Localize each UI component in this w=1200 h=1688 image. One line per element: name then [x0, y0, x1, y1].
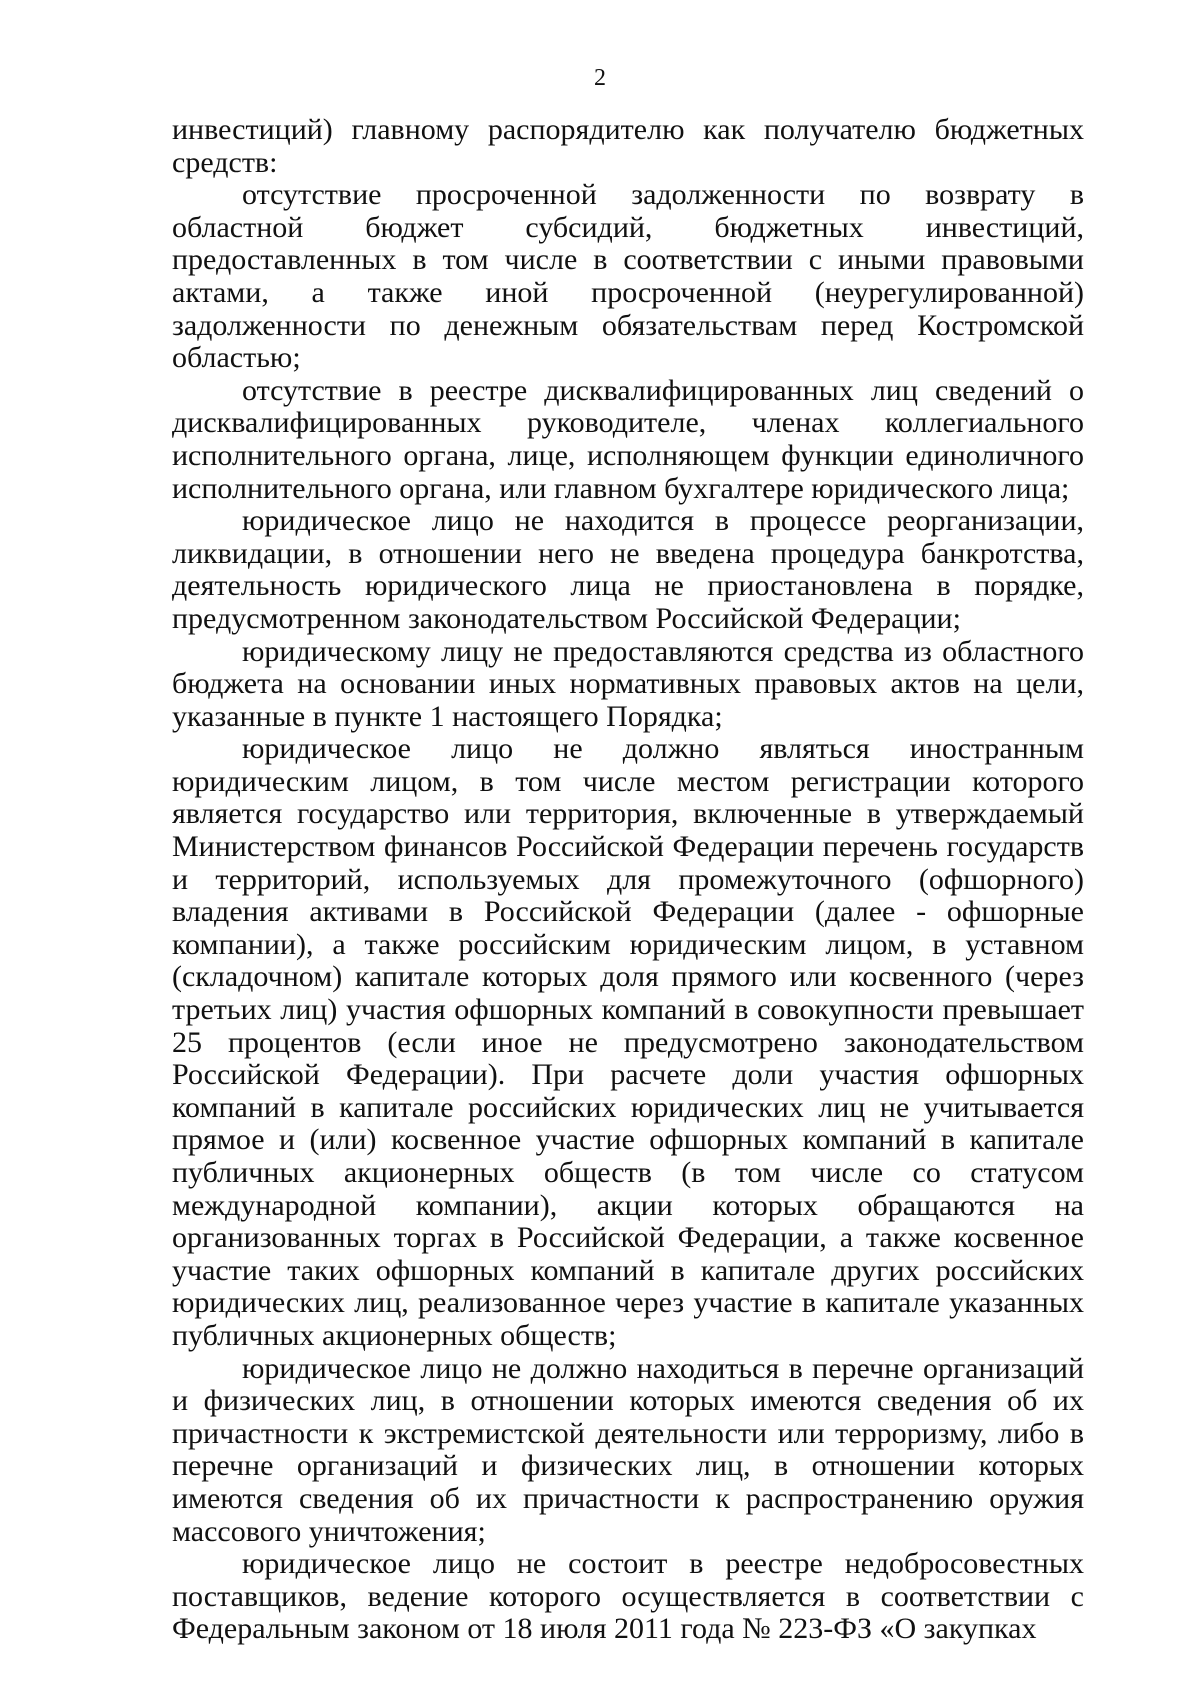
paragraph-continuation: инвестиций) главному распорядителю как получателю бюджетных средств:	[172, 113, 1084, 179]
paragraph-no-other-funds: юридическому лицу не предоставляются средства из областного бюджета на основании иных нормативных правовых актов на цели, указанные в пункте 1 настоящего Порядка;	[172, 634, 1084, 733]
paragraph-no-reorganization: юридическое лицо не находится в процессе реорганизации, ликвидации, в отношении него не введена процедура банкротства, деятельность юридического лица не приостановлена в порядке, предусмотренном законодательством Российской Федерации;	[172, 504, 1084, 635]
document-body	[172, 114, 1084, 1646]
paragraph-disqualified-persons: отсутствие в реестре дисквалифицированных лиц сведений о дисквалифицированных руководителе, членах коллегиального исполнительного органа, лице, исполняющем функции единоличного исполнительного органа, или главном бухгалтере юридического лица;	[172, 373, 1084, 505]
paragraph-unfair-suppliers: юридическое лицо не состоит в реестре недобросовестных поставщиков, ведение которого осуществляется в соответствии с Федеральным законом от 18 июля 2011 года № 223-ФЗ «О закупках	[172, 1547, 1084, 1646]
paragraph-no-overdue-debt: отсутствие просроченной задолженности по возврату в областной бюджет субсидий, бюджетных инвестиций, предоставленных в том числе в соответствии с иными правовыми актами, а также иной просроченной (неурегулированной) задолженности по денежным обязательствам перед Костромской областью;	[172, 178, 1084, 375]
page-number: 2	[594, 65, 606, 91]
paragraph-offshore-companies: юридическое лицо не должно являться иностранным юридическим лицом, в том числе местом регистрации которого является государство или территория, включенные в утверждаемый Министерством финансов Российской Федерации перечень государств и территорий, используемых для промежуточного (офшорного) владения активами в Российской Федерации (далее - офшорные компании), а также российским юридическим лицом, в уставном (складочном) капитале которых доля прямого или косвенного (через третьих лиц) участия офшорных компаний в совокупности превышает 25 процентов (если иное не предусмотрено законодательством Российской Федерации). При расчете доли участия офшорных компаний в капитале российских юридических лиц не учитывается прямое и (или) косвенное участие офшорных компаний в капитале публичных акционерных обществ (в том числе со статусом международной компании), акции которых обращаются на организованных торгах в Российской Федерации, а также косвенное участие таких офшорных компаний в капитале других российских юридических лиц, реализованное через участие в капитале указанных публичных акционерных обществ;	[172, 732, 1084, 1352]
paragraph-extremism-list: юридическое лицо не должно находиться в перечне организаций и физических лиц, в отношении которых имеются сведения об их причастности к экстремистской деятельности или терроризму, либо в перечне организаций и физических лиц, в отношении которых имеются сведения об их причастности к распространению оружия массового уничтожения;	[172, 1351, 1084, 1548]
